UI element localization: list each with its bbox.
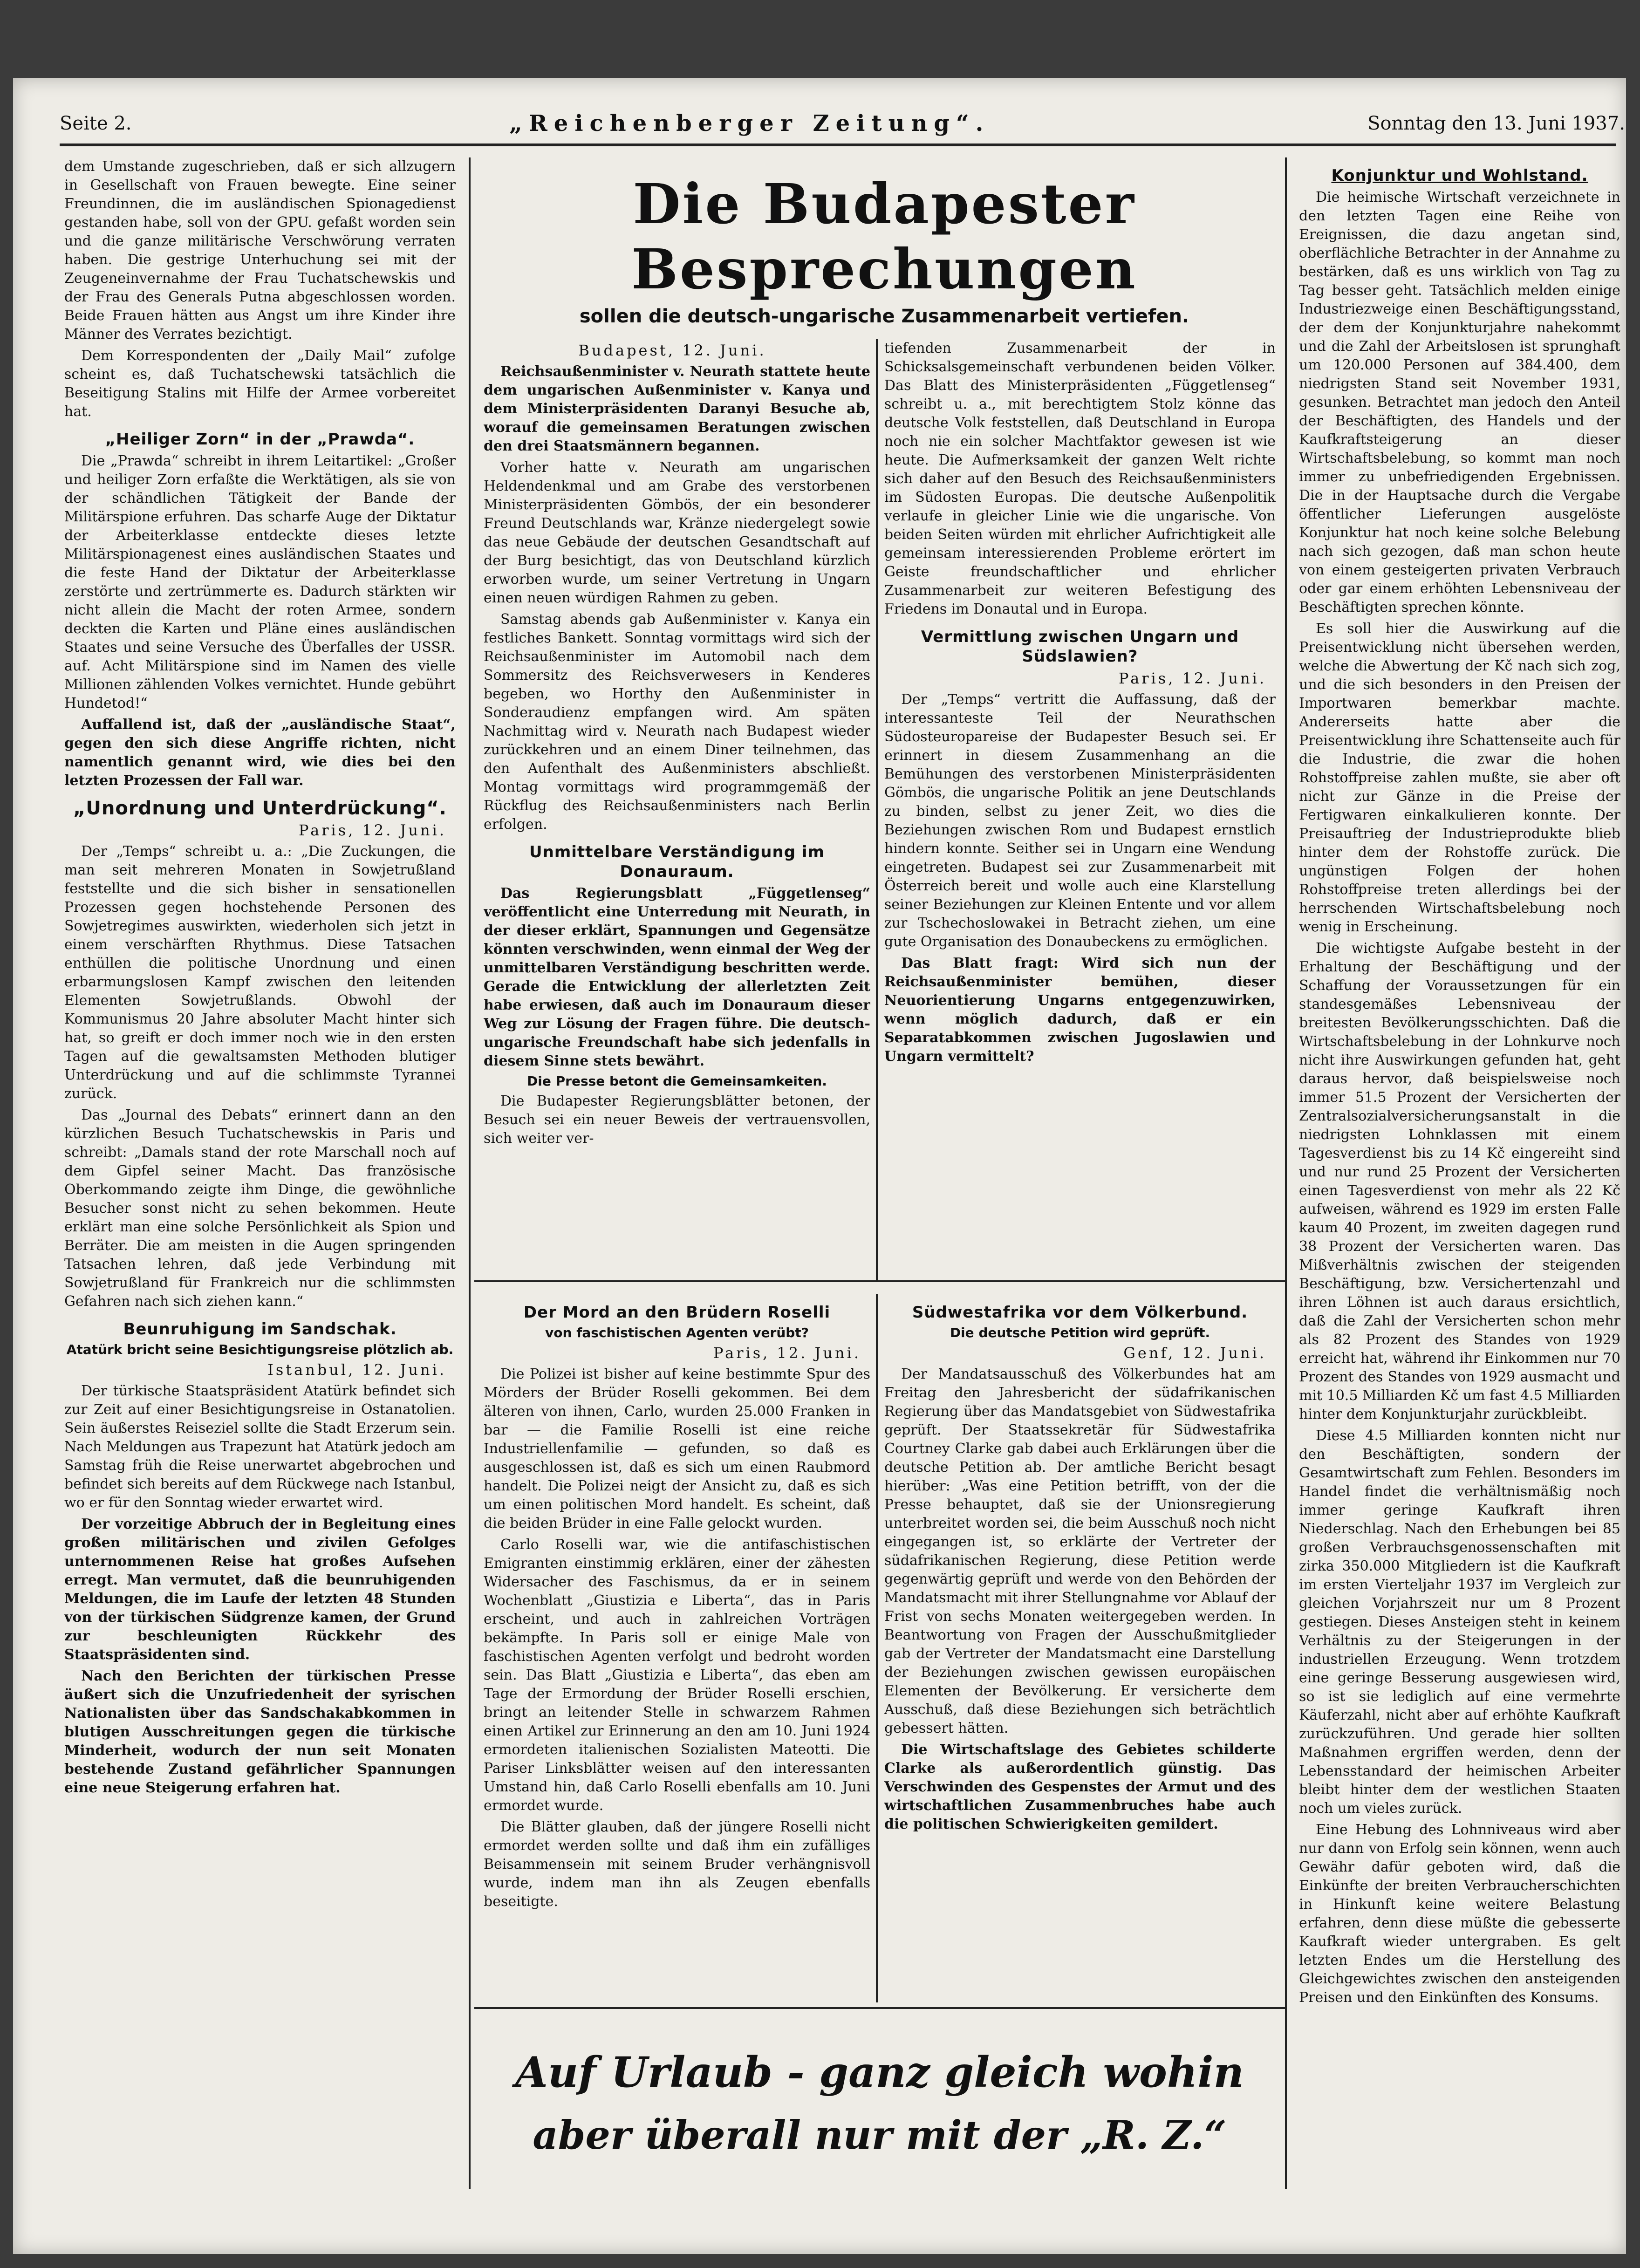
lead-headline: [493, 171, 1276, 328]
newspaper-page: [13, 78, 1626, 2254]
paragraph: Carlo Roselli war, wie die antifaschistischen Emigranten einstimmig erklären, einer der zähesten Widersacher des Faschismus, da er in seinem Wochenblatt „Giustizia e Liberta“, das in Paris erscheint, und auch in zahlreichen Vorträgen bekämpfte. In Paris soll er einige Male von faschistischen Agenten verfolgt und bedroht worden sein. Das Blatt „Giustizia e Liberta“, das eben am Tage der Ermordung der Brüder Roselli erschien, bringt an leitender Stelle in schwarzem Rahmen einen Artikel zur Erinnerung an den am 10. Juni 1924 ermordeten italienischen Sozialisten Mateotti. Die Pariser Linksblätter weisen auf den interessanten Umstand hin, daß Carlo Roselli ebenfalls am 10. Juni ermordet wurde.: [484, 1537, 870, 1814]
subheading: von faschistischen Agenten verübt?: [545, 1325, 809, 1340]
article-roselli: [484, 1294, 870, 2002]
column-rule: [876, 339, 878, 1280]
lead-title: Die Budapester Besprechungen: [631, 171, 1137, 301]
paragraph: Das Blatt fragt: Wird sich nun der Reichsaußenminister bemühen, dieser Neuorientierung Ungarns entgegenzuwirken, wenn möglich dadurch, daß er ein Separatabkommen zwischen Jugoslawien und Ungarn vermittelt?: [884, 955, 1276, 1065]
paragraph: Das Regierungsblatt „Függetlenseg“ veröffentlicht eine Unterredung mit Neurath, in der dieser erklärt, Spannungen und Gegensätze könnten verschwinden, wenn einmal der Weg der unmittelbaren Verständigung beschritten werde. Gerade die Entwicklung der allerletzten Zeit habe erwiesen, daß auch im Donauraum dieser Weg zur Lösung der Fragen führe. Die deutsch-ungarische Freundschaft habe sich jedenfalls in diesem Sinne stets bewährt.: [484, 885, 870, 1069]
section-heading: Unmittelbare Verständigung im Donauraum.: [529, 843, 825, 881]
paragraph: Die heimische Wirtschaft verzeichnete in den letzten Tagen eine Reihe von Ereignissen, die dazu angetan sind, oberflächliche Betrachter in der Annahme zu bestärken, daß es uns wirklich von Tag zu Tag besser geht. Tatsächlich melden einige Industriezweige einen Beschäftigungsstand, der dem der Konjunkturjahre nahekommt und die Zahl der Arbeitslosen ist sprunghaft um 120.000 Personen auf 384.400, dem niedrigsten Stand seit November 1931, gesunken. Betrachtet man jedoch den Anteil der Beschäftigten, des Handels und der Kaufkraftsteigerung an dieser Wirtschaftsbelebung, so kommt man noch immer zu unbefriedigenden Ergebnissen. Die in der Hauptsache durch die Vergabe öffentlicher Lieferungen ausgelöste Konjunktur hat noch keine solche Belebung nach sich gezogen, daß man schon heute von einem gesteigerten privaten Verbrauch oder gar einem erhöhten Lebensniveau der Beschäftigten sprechen könnte.: [1299, 189, 1620, 615]
section-heading: Vermittlung zwischen Ungarn und Südslawien?: [921, 628, 1239, 666]
page-header: [60, 107, 1625, 140]
dateline: Budapest, 12. Juni.: [578, 342, 766, 359]
lead-column-right: [884, 339, 1276, 1276]
paragraph: Vorher hatte v. Neurath am ungarischen Heldendenkmal und am Grabe des verstorbenen Ministerpräsidenten Gömbös, der ein besonderer Freund Deutschlands war, Kränze niedergelegt sowie das neue Gebäude der deutschen Gesandtschaft auf der Burg besichtigt, das von Deutschland kürzlich erworben wurde, um seiner Vertretung in Ungarn einen neuen würdigen Rahmen zu geben.: [484, 459, 870, 606]
dateline: Paris, 12. Juni.: [299, 821, 446, 839]
subheading: Atatürk bricht seine Besichtigungsreise plötzlich ab.: [66, 1342, 454, 1357]
paragraph: Nach den Berichten der türkischen Presse äußert sich die Unzufriedenheit der syrischen Nationalisten über das Sandschakabkommen in blutigen Ausschreitungen gegen die türkische Minderheit, wodurch der nun seit Monaten bestehende Zustand gefährlicher Spannungen eine neue Steigerung erfahren hat.: [64, 1668, 456, 1796]
paragraph: Die Wirtschaftslage des Gebietes schilderte Clarke als außerordentlich günstig. Das Verschwinden des Gespenstes der Armut und des wirtschaftlichen Zusammenbruches habe auch die politischen Schwierigkeiten gemildert.: [884, 1742, 1276, 1832]
header-rule: [60, 143, 1616, 146]
section-heading: Südwestafrika vor dem Völkerbund.: [912, 1303, 1248, 1322]
paragraph: Es soll hier die Auswirkung auf die Preisentwicklung nicht übersehen werden, welche die Abwertung der Kč nach sich zog, und die sich besonders in den Preisen der Importwaren bemerkbar machte. Andererseits hatte aber die Preisentwicklung ihre Schattenseite auch für die Industrie, die zwar die hohen Rohstoffpreise zahlen mußte, sie aber oft nicht zur Gänze in die Preise der Fertigwaren einkalkulieren konnte. Der Preisauftrieg der Industrieprodukte blieb hinter dem der Rohstoffe zurück. Die ungünstigen Folgen der hohen Rohstoffpreise treten allerdings bei der herrschenden Wirtschaftsbelebung noch wenig in Erscheinung.: [1299, 621, 1620, 935]
paragraph: Der türkische Staatspräsident Atatürk befindet sich zur Zeit auf einer Besichtigungsreise in Ostanatolien. Sein äußerstes Reiseziel sollte die Stadt Erzerum sein. Nach Meldungen aus Trapezunt hat Atatürk jedoch am Samstag früh die Reise unerwartet abgebrochen und befindet sich bereits auf dem Rückwege nach Istanbul, wo er für den Sonntag wieder erwartet wird.: [64, 1383, 456, 1511]
dateline: Genf, 12. Juni.: [1123, 1344, 1266, 1362]
paragraph: Der „Temps“ vertritt die Auffassung, daß der interessanteste Teil der Neurathschen Südosteuropareise der Budapester Besuch sei. Er erinnert in diesem Zusammenhang an die Bemühungen des verstorbenen Ministerpräsidenten Gömbös, die ungarische Politik an jene Deutschlands zu binden, selbst zu jener Zeit, wo dies die Beziehungen zwischen Rom und Budapest ernstlich hindern konnte. Seither sei in Ungarn eine Wendung eingetreten. Budapest sei zur Zusammenarbeit mit Österreich bereit und wolle auch eine Klarstellung seiner Beziehungen zur Kleinen Entente und vor allem zur Tschechoslowakei in Betracht ziehen, um eine gute Organisation des Donaubeckens zu ermöglichen.: [884, 691, 1276, 950]
advertisement: [484, 2012, 1276, 2189]
paragraph: Die wichtigste Aufgabe besteht in der Erhaltung der Beschäftigung und der Schaffung der Voraussetzungen für ein standesgemäßes Lebensniveau der breitesten Bevölkerungsschichten. Daß die Wirtschaftsbelebung in der Lohnkurve noch nicht ihre Auswirkungen gefunden hat, geht daraus hervor, daß beispielsweise noch immer 51.5 Prozent der Versicherten der Zentralsozialversicherungsanstalt in die niedrigsten Lohnklassen mit einem Tagesverdienst bis zu 14 Kč eingereiht sind und nur rund 25 Prozent der Versicherten einen Tagesverdienst von mehr als 22 Kč aufweisen, während es 1929 im ersten Falle kaum 40 Prozent, im zweiten dagegen rund 38 Prozent der Versicherten waren. Das Mißverhältnis zwischen der steigenden Beschäftigung, bzw. Versichertenzahl und ihren Löhnen ist auch daraus ersichtlich, daß die Zahl der Versicherten schon mehr als 82 Prozent des Standes von 1929 erreicht hat, während ihr Einkommen nur 70 Prozent des Standes von 1929 ausmacht und mit 10.5 Milliarden Kč um fast 4.5 Milliarden hinter dem Konjunkturjahr zurückbleibt.: [1299, 940, 1620, 1422]
column-rule: [1285, 157, 1287, 2189]
section-heading: „Heiliger Zorn“ in der „Prawda“.: [105, 430, 415, 449]
subheading: Die deutsche Petition wird geprüft.: [950, 1325, 1210, 1340]
section-heading: „Unordnung und Unterdrückung“.: [73, 798, 447, 819]
paragraph: Eine Hebung des Lohnniveaus wird aber nur dann von Erfolg sein können, wenn auch Gewähr dafür geboten wird, daß die Einkünfte der breiten Verbraucherschichten in Hinkunft keine weitere Belastung erfahren, denn diese müßte die gebesserte Kaufkraft wieder untergraben. Es gelt letzten Endes um die Herstellung des Gleichgewichtes zwischen den ansteigenden Preisen und den Einkünften des Konsums.: [1299, 1822, 1620, 2006]
dateline: Paris, 12. Juni.: [713, 1344, 861, 1362]
section-heading: Der Mord an den Brüdern Roselli: [523, 1303, 831, 1322]
dateline: Paris, 12. Juni.: [1119, 669, 1266, 687]
article-konjunktur: [1299, 157, 1620, 2184]
paragraph: tiefenden Zusammenarbeit der in Schicksalsgemeinschaft verbundenen beiden Völker. Das Blatt des Ministerpräsidenten „Függetlenseg“ schreibt u. a., mit berechtigtem Stolz könne das deutsche Volk feststellen, daß Deutschland in Europa noch nie ein solcher Machtfaktor gewesen ist wie heute. Die Aufmerksamkeit der ganzen Welt richte sich daher auf den Besuch des Reichsaußenministers im Südosten Europas. Die deutsche Außenpolitik verlaufe in gleicher Linie wie die ungarische. Von beiden Seiten würden mit ehrlicher Aufrichtigkeit alle gemeinsam interessierenden Probleme erörtert im Geiste freundschaftlicher und ehrlicher Zusammenarbeit zur weiteren Befestigung des Friedens im Donautal und in Europa.: [884, 340, 1276, 617]
issue-date: Sonntag den 13. Juni 1937.: [1367, 113, 1625, 134]
paragraph: Diese 4.5 Milliarden konnten nicht nur den Beschäftigten, sondern der Gesamtwirtschaft zum Fehlen. Besonders im Handel findet die verhältnismäßig noch immer geringe Kaufkraft ihren Niederschlag. Nach den Erhebungen bei 85 großen Verbrauchsgenossenschaften mit zirka 350.000 Mitgliedern ist die Kaufkraft im ersten Vierteljahr 1937 im Vergleich zur gleichen Vorjahrszeit nur um 8 Prozent gestiegen. Dieses Ansteigen steht in keinem Verhältnis zu der Steigerungen in der industriellen Erzeugung. Wenn trotzdem eine geringe Besserung ausgewiesen wird, so ist sie lediglich auf eine vermehrte Käuferzahl, nicht aber auf erhöhte Kaufkraft zurückzuführen. Und gerade hier sollten Maßnahmen ergriffen werden, denn der Lebensstandard der heimischen Arbeiter bleibt hinter dem der westlichen Staaten noch um vieles zurück.: [1299, 1428, 1620, 1817]
paragraph: Der „Temps“ schreibt u. a.: „Die Zuckungen, die man seit mehreren Monaten in Sowjetrußland feststellte und die sich bisher in sensationellen Prozessen gegen hochstehende Personen des Sowjetregimes auswirkten, wiederholen sich jetzt in einem verschärften Rhythmus. Diese Tatsachen enthüllen die politische Unordnung und einen erbarmungslosen Kampf zwischen den leitenden Elementen Sowjetrußlands. Obwohl der Kommunismus 20 Jahre absoluter Macht hinter sich hat, so greift er doch immer noch wie in den ersten Tagen auf die gewaltsamsten Methoden blutiger Unterdrückung und auf die schlimmste Tyrannei zurück.: [64, 843, 456, 1102]
paragraph: Die „Prawda“ schreibt in ihrem Leitartikel: „Großer und heiliger Zorn erfaßte die Werktätigen, als sie von der schändlichen Tätigkeit der Bande der Militärspione erfuhren. Das scharfe Auge der Diktatur der Arbeiterklasse entdeckte dieses letzte Militärspionagenest eines ausländischen Staates und die feste Hand der Diktatur der Arbeiterklasse zerstörte und zertrümmerte es. Dadurch stärkten wir nicht allein die Macht der roten Armee, sondern deckten die Karten und Pläne eines ausländischen Staates und seine Versuche des Überfalles der USSR. auf. Acht Militärspione sind im Namen des vielle Millionen zählenden Volkes vernichtet. Hunde gebührt Hundetod!“: [64, 453, 456, 711]
paragraph: dem Umstande zugeschrieben, daß er sich allzugern in Gesellschaft von Frauen bewegte. Eine seiner Freundinnen, die im ausländischen Spionagedienst gestanden habe, soll von der GPU. gefaßt worden sein und die ganze militärische Verschwörung verraten haben. Die gestrige Unterhuchung sei mit der Zeugeneinvernahme der Frau Tuchatschewskis und der Frau des Generals Putna abgeschlossen worden. Beide Frauen hätten aus Angst um ihre Kinder ihre Männer des Verrates bezichtigt.: [64, 158, 456, 342]
paragraph: Das „Journal des Debats“ erinnert dann an den kürzlichen Besuch Tuchatschewskis in Paris und schreibt: „Damals stand der rote Marschall noch auf dem Gipfel seiner Macht. Das französische Oberkommando zeigte ihm Dinge, die gewöhnliche Besucher sonst nicht zu sehen bekommen. Heute erklärt man eine solche Persönlichkeit als Spion und Berräter. Die am meisten in die Augen springenden Tatsachen lehren, daß jede Verbindung mit Sowjetrußland für Frankreich nur die schlimmsten Gefahren nach sich ziehen kann.“: [64, 1107, 456, 1310]
article-suedwestafrika: [884, 1294, 1276, 2002]
column-1: [64, 157, 456, 2184]
page-number: Seite 2.: [60, 113, 132, 134]
paragraph: Die Blätter glauben, daß der jüngere Roselli nicht ermordet werden sollte und daß ihm ein zufälliges Beisammensein mit seinem Bruder verhängnisvoll wurde, indem man ihn als Zeugen ebenfalls beseitigte.: [484, 1819, 870, 1910]
paragraph: Reichsaußenminister v. Neurath stattete heute dem ungarischen Außenminister v. Kanya und dem Ministerpräsidenten Daranyi Besuche ab, worauf die gemeinsamen Beratungen zwischen den drei Staatsmännern begannen.: [484, 363, 870, 454]
ad-line-2: aber überall nur mit der „R. Z.“: [533, 2112, 1227, 2158]
ad-rule: [474, 2007, 1285, 2009]
paragraph: Die Polizei ist bisher auf keine bestimmte Spur des Mörders der Brüder Roselli gekommen. Bei dem älteren von ihnen, Carlo, wurden 25.000 Franken in bar — die Familie Roselli ist eine reiche Industriellenfamilie — gefunden, so daß es ausgeschlossen ist, daß es sich um einen Raubmord handelt. Die Polizei neigt der Ansicht zu, daß es sich um einen politischen Mord handelt. Es scheint, daß die beiden Brüder in eine Falle gelockt wurden.: [484, 1366, 870, 1531]
paragraph: Die Budapester Regierungsblätter betonen, der Besuch sei ein neuer Beweis der vertrauensvollen, sich weiter ver-: [484, 1093, 870, 1147]
lead-rule: [474, 1280, 1285, 1282]
paragraph: Der vorzeitige Abbruch der in Begleitung eines großen militärischen und zivilen Gefolges unternommenen Reise hat großes Aufsehen erregt. Man vermutet, daß die beunruhigenden Meldungen, die im Laufe der letzten 48 Stunden von der türkischen Südgrenze kamen, der Grund zur beschleunigten Rückkehr des Staatspräsidenten sind.: [64, 1516, 456, 1663]
section-heading: Beunruhigung im Sandschak.: [123, 1320, 397, 1339]
dateline: Istanbul, 12. Juni.: [267, 1361, 446, 1379]
lead-column-left: [484, 339, 870, 1276]
paragraph: Samstag abends gab Außenminister v. Kanya ein festliches Bankett. Sonntag vormittags wird sich der Reichsaußenminister im Automobil nach dem Sommersitz des Reichsverwesers in Kenderes begeben, wo Horthy den Außenminister in Sonderaudienz empfangen wird. Am späten Nachmittag wird v. Neurath nach Budapest wieder zurückkehren und an einem Diner teilnehmen, das den Aufenthalt des Außenministers abschließt. Montag vormittags wird programmgemäß der Rückflug des Reichsaußenministers nach Berlin erfolgen.: [484, 611, 870, 833]
newspaper-title: „Reichenberger Zeitung“.: [509, 110, 990, 137]
section-heading: Konjunktur und Wohlstand.: [1331, 166, 1588, 185]
subheading: Die Presse betont die Gemeinsamkeiten.: [527, 1073, 827, 1089]
column-rule: [876, 1294, 878, 2002]
lead-subtitle: sollen die deutsch-ungarische Zusammenarbeit vertiefen.: [579, 306, 1189, 327]
paragraph: Dem Korrespondenten der „Daily Mail“ zufolge scheint es, daß Tuchatschewski tatsächlich die Beseitigung Stalins mit Hilfe der Armee vorbereitet hat.: [64, 348, 456, 420]
ad-line-1: Auf Urlaub - ganz gleich wohin: [515, 2048, 1244, 2097]
paragraph: Der Mandatsausschuß des Völkerbundes hat am Freitag den Jahresbericht der südafrikanischen Regierung über das Mandatsgebiet von Südwestafrika geprüft. Der Staatssekretär für Südwestafrika Courtney Clarke gab dabei auch Erklärungen über die deutsche Petition ab. Der amtliche Bericht besagt hierüber: „Was eine Petition betrifft, von der die Presse behauptet, daß sie der Unionsregierung unterbreitet worden sei, die beim Ausschuß noch nicht eingegangen ist, so erklärte der Vertreter der südafrikanischen Regierung, diese Petition werde gegenwärtig geprüft und werde von den Behörden der Mandatsmacht mit ihrer Stellungnahme vor Ablauf der Frist von sechs Monaten weitergegeben werden. In Beantwortung von Fragen der Ausschußmitglieder gab der Vertreter der Mandatsmacht eine Darstellung der Beziehungen zwischen gewissen europäischen Elementen der Bevölkerung. Er versicherte dem Ausschuß, daß diese Beziehungen sich beträchtlich gebessert hätten.: [884, 1366, 1276, 1736]
column-rule: [469, 157, 471, 2189]
paragraph: Auffallend ist, daß der „ausländische Staat“, gegen den sich diese Angriffe richten, nicht namentlich genannt wird, wie dies bei den letzten Prozessen der Fall war.: [64, 717, 456, 789]
